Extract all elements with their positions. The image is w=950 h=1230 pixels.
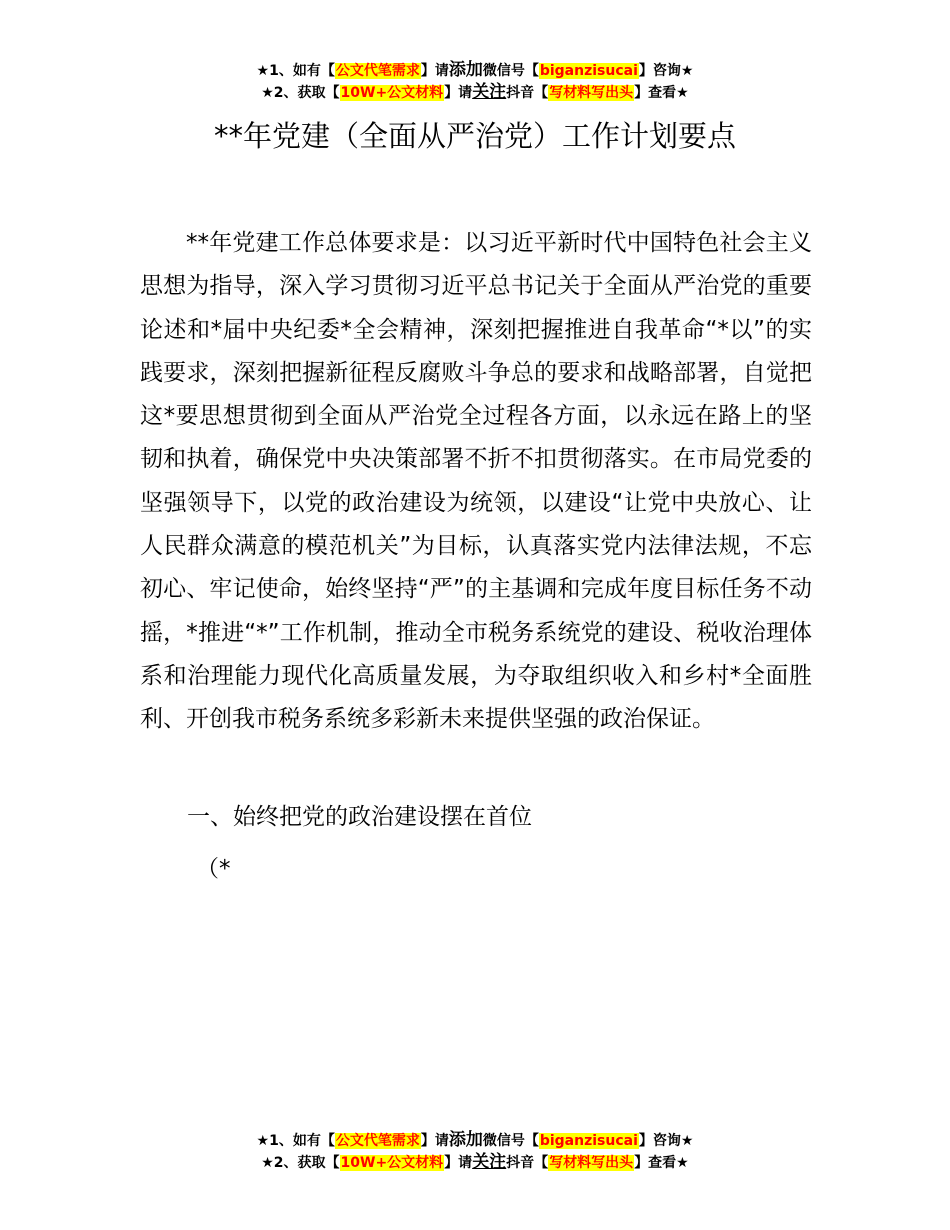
banner-text: 】查看★ — [634, 1155, 689, 1171]
banner-line-1 — [0, 59, 950, 81]
banner-text: 】咨询★ — [638, 1133, 694, 1149]
banner-highlight-wechat-id: biganzisucai — [539, 63, 638, 79]
banner-text: 】请 — [444, 1155, 473, 1171]
banner-text: ★1、如有【 — [256, 63, 335, 79]
banner-highlight-douyin-account: 写材料写出头 — [549, 1155, 634, 1171]
banner-text: ★2、获取【 — [261, 85, 340, 101]
banner-highlight-douyin-account: 写材料写出头 — [549, 85, 634, 101]
banner-emphasis-follow: 关注 — [472, 82, 507, 102]
header-banner — [0, 59, 950, 103]
banner-text: 】咨询★ — [638, 63, 694, 79]
banner-text: 】请 — [444, 85, 473, 101]
footer-banner — [0, 1129, 950, 1173]
banner-text: 抖音【 — [506, 1155, 549, 1171]
banner-text: 微信号【 — [482, 1133, 539, 1149]
banner-line-1 — [0, 1129, 950, 1151]
banner-line-2 — [0, 81, 950, 103]
banner-emphasis-add: 添加 — [448, 1130, 483, 1150]
intro-paragraph: **年党建工作总体要求是：以习近平新时代中国特色社会主义思想为指导，深入学习贯彻习近平总书记关于全面从严治党的重要论述和*届中央纪委*全会精神，深刻把握推进自我革命“*以”的实践要求，深刻把握新征程反腐败斗争总的要求和战略部署，自觉把这*要思想贯彻到全面从严治党全过程各方面，以永远在路上的坚韧和执着，确保党中央决策部署不折不扣贯彻落实。在市局党委的坚强领导下，以党的政治建设为统领，以建设“让党中央放心、让人民群众满意的模范机关”为目标，认真落实党内法律法规，不忘初心、牢记使命，始终坚持“严”的主基调和完成年度目标任务不动摇，*推进“*”工作机制，推动全市税务系统党的建设、税收治理体系和治理能力现代化高质量发展，为夺取组织收入和乡村*全面胜利、开创我市税务系统多彩新未来提供坚强的政治保证。 — [140, 230, 812, 733]
section-heading-1: 一、始终把党的政治建设摆在首位 — [187, 804, 532, 830]
banner-emphasis-follow: 关注 — [472, 1152, 507, 1172]
banner-text: 抖音【 — [506, 85, 549, 101]
banner-text: 微信号【 — [482, 63, 539, 79]
banner-highlight-materials: 10W+公文材料 — [340, 85, 444, 101]
banner-text: 】查看★ — [634, 85, 689, 101]
banner-text: 】请 — [420, 1133, 449, 1149]
banner-highlight-materials: 10W+公文材料 — [340, 1155, 444, 1171]
banner-text: ★1、如有【 — [256, 1133, 335, 1149]
banner-highlight-wechat-id: biganzisucai — [539, 1133, 638, 1149]
banner-highlight-service: 公文代笔需求 — [335, 1133, 420, 1149]
document-title: **年党建（全面从严治党）工作计划要点 — [213, 119, 736, 153]
banner-line-2 — [0, 1151, 950, 1173]
banner-emphasis-add: 添加 — [448, 60, 483, 80]
banner-text: 】请 — [420, 63, 449, 79]
partial-subheading: （* — [196, 856, 231, 882]
banner-text: ★2、获取【 — [261, 1155, 340, 1171]
banner-highlight-service: 公文代笔需求 — [335, 63, 420, 79]
